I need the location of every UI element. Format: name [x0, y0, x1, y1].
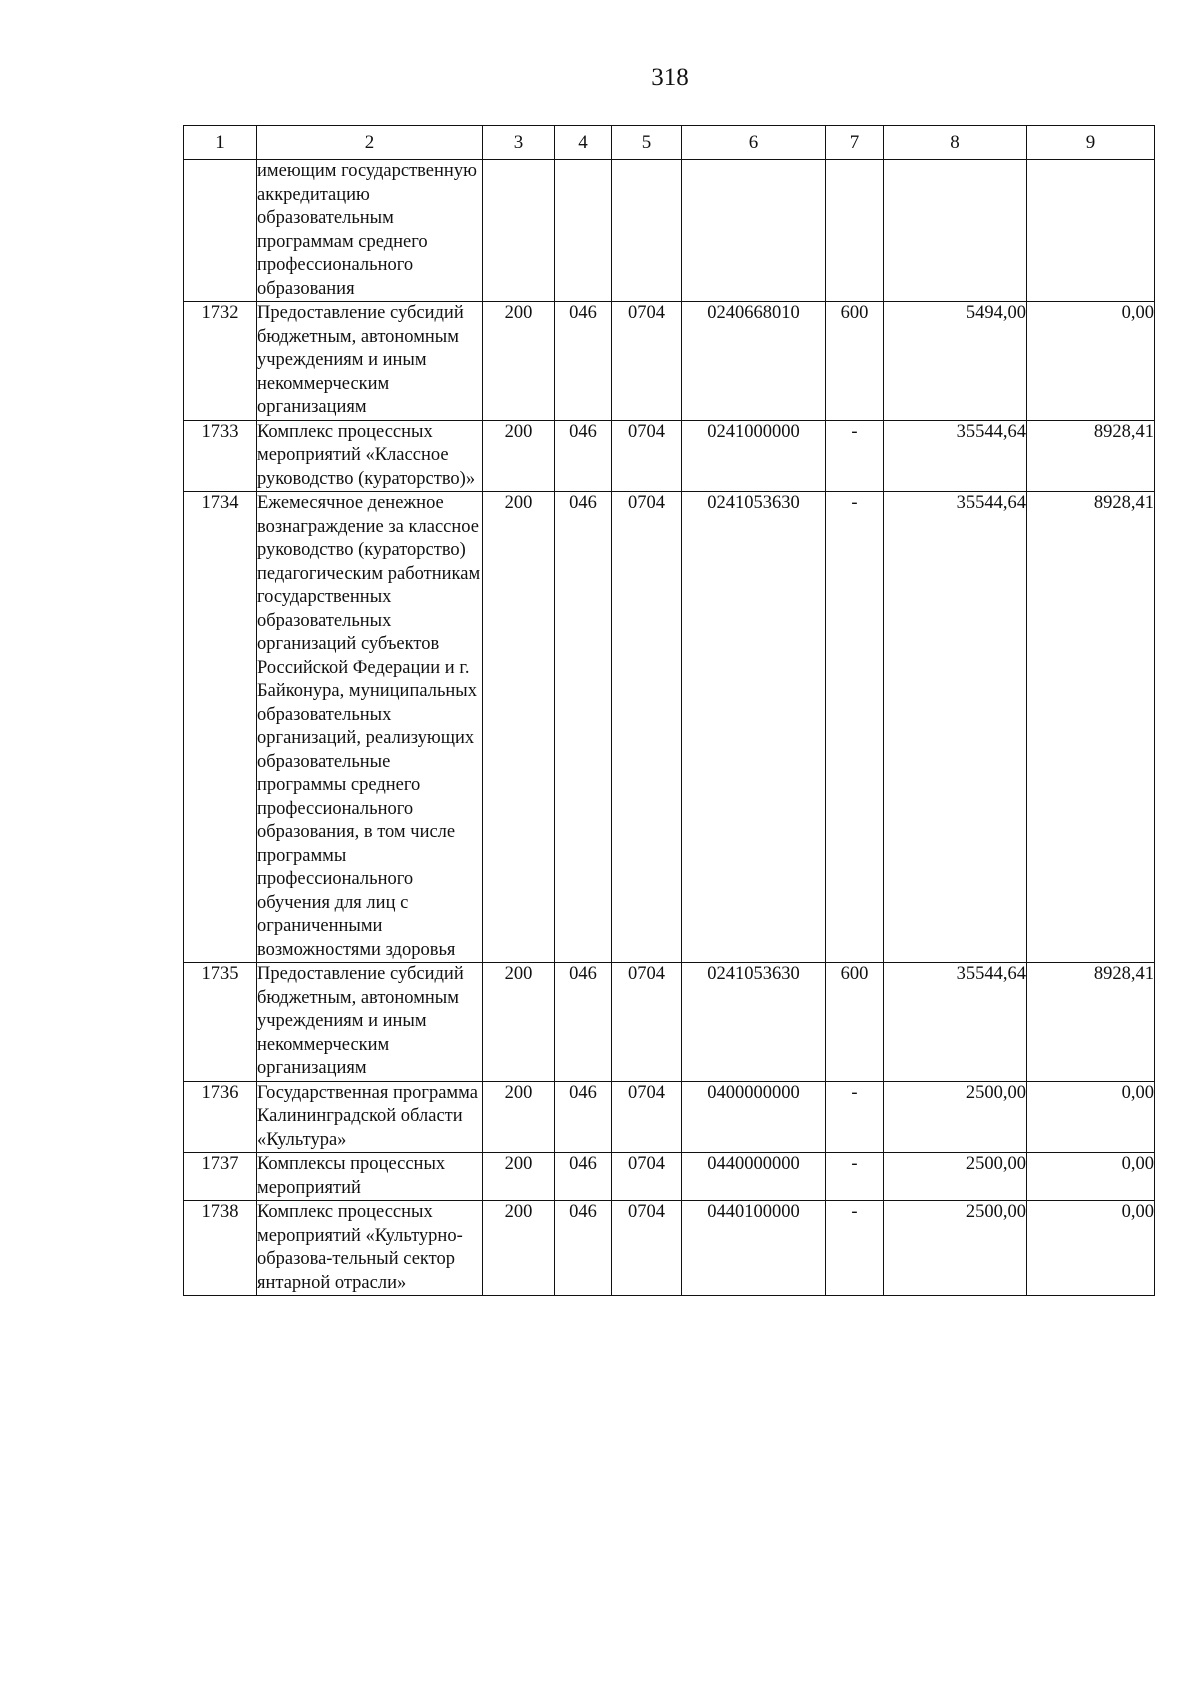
header-col-3: 3 — [483, 126, 555, 160]
cell-col-4: 046 — [555, 963, 612, 1082]
table-row — [184, 1153, 1155, 1201]
cell-col-7: - — [826, 1153, 884, 1201]
cell-col-5: 0704 — [612, 420, 682, 492]
cell-col-6: 0241053630 — [682, 492, 826, 963]
cell-col-5: 0704 — [612, 963, 682, 1082]
header-col-4: 4 — [555, 126, 612, 160]
cell-amount-8: 2500,00 — [884, 1201, 1027, 1296]
row-number: 1737 — [184, 1153, 257, 1201]
row-name: Государственная программа Калининградской области «Культура» — [257, 1081, 483, 1153]
cell-col-4: 046 — [555, 1153, 612, 1201]
cell-amount-9: 0,00 — [1027, 302, 1155, 421]
cell-col-4 — [555, 160, 612, 302]
header-col-1: 1 — [184, 126, 257, 160]
cell-amount-8: 2500,00 — [884, 1153, 1027, 1201]
cell-col-4: 046 — [555, 1081, 612, 1153]
cell-amount-9: 8928,41 — [1027, 963, 1155, 1082]
cell-amount-9: 8928,41 — [1027, 420, 1155, 492]
cell-col-4: 046 — [555, 302, 612, 421]
cell-col-4: 046 — [555, 420, 612, 492]
row-name: Комплексы процессных мероприятий — [257, 1153, 483, 1201]
cell-col-5: 0704 — [612, 1081, 682, 1153]
cell-col-3: 200 — [483, 492, 555, 963]
cell-amount-8: 5494,00 — [884, 302, 1027, 421]
header-col-8: 8 — [884, 126, 1027, 160]
cell-col-6: 0241000000 — [682, 420, 826, 492]
cell-col-6: 0440000000 — [682, 1153, 826, 1201]
header-row — [184, 126, 1155, 160]
table-row — [184, 492, 1155, 963]
cell-col-4: 046 — [555, 1201, 612, 1296]
row-name: Комплекс процессных мероприятий «Культурно-образова-тельный сектор янтарной отрасли» — [257, 1201, 483, 1296]
cell-col-3: 200 — [483, 420, 555, 492]
cell-col-4: 046 — [555, 492, 612, 963]
cell-col-6: 0440100000 — [682, 1201, 826, 1296]
cell-amount-8 — [884, 160, 1027, 302]
header-col-7: 7 — [826, 126, 884, 160]
row-number: 1735 — [184, 963, 257, 1082]
cell-col-6: 0400000000 — [682, 1081, 826, 1153]
cell-col-5: 0704 — [612, 1153, 682, 1201]
cell-col-7: - — [826, 1201, 884, 1296]
row-name: Предоставление субсидий бюджетным, автономным учреждениям и иным некоммерческим организациям — [257, 963, 483, 1082]
cell-amount-9 — [1027, 160, 1155, 302]
row-number: 1738 — [184, 1201, 257, 1296]
row-name: Предоставление субсидий бюджетным, автономным учреждениям и иным некоммерческим организациям — [257, 302, 483, 421]
cell-col-7: - — [826, 420, 884, 492]
cell-col-3: 200 — [483, 1153, 555, 1201]
cell-col-7: 600 — [826, 963, 884, 1082]
row-number: 1734 — [184, 492, 257, 963]
table-row — [184, 1081, 1155, 1153]
cell-col-7: - — [826, 492, 884, 963]
cell-col-5: 0704 — [612, 302, 682, 421]
cell-col-3 — [483, 160, 555, 302]
cell-amount-8: 35544,64 — [884, 963, 1027, 1082]
table-row — [184, 963, 1155, 1082]
cell-col-3: 200 — [483, 963, 555, 1082]
table-row — [184, 420, 1155, 492]
cell-col-6 — [682, 160, 826, 302]
cell-col-5 — [612, 160, 682, 302]
row-name: имеющим государственную аккредитацию образовательным программам среднего профессионального образования — [257, 160, 483, 302]
row-name: Ежемесячное денежное вознаграждение за классное руководство (кураторство) педагогическим работникам государственных образовательных организаций субъектов Российской Федерации и г. Байконура, муниципальных образовательных организаций, реализующих образовательные программы среднего профессионального образования, в том числе программы профессионального обучения для лиц с ограниченными возможностями здоровья — [257, 492, 483, 963]
cell-amount-9: 0,00 — [1027, 1153, 1155, 1201]
cell-amount-9: 0,00 — [1027, 1201, 1155, 1296]
cell-col-7: - — [826, 1081, 884, 1153]
cell-amount-8: 2500,00 — [884, 1081, 1027, 1153]
cell-col-3: 200 — [483, 1081, 555, 1153]
row-number: 1732 — [184, 302, 257, 421]
cell-col-7: 600 — [826, 302, 884, 421]
table-row — [184, 1201, 1155, 1296]
row-name: Комплекс процессных мероприятий «Классное руководство (кураторство)» — [257, 420, 483, 492]
header-col-9: 9 — [1027, 126, 1155, 160]
cell-amount-9: 8928,41 — [1027, 492, 1155, 963]
cell-col-7 — [826, 160, 884, 302]
header-col-5: 5 — [612, 126, 682, 160]
page-number: 318 — [651, 64, 689, 91]
cell-amount-8: 35544,64 — [884, 492, 1027, 963]
cell-col-5: 0704 — [612, 1201, 682, 1296]
budget-table — [183, 125, 1155, 1296]
table-row — [184, 302, 1155, 421]
header-col-2: 2 — [257, 126, 483, 160]
cell-amount-9: 0,00 — [1027, 1081, 1155, 1153]
cell-amount-8: 35544,64 — [884, 420, 1027, 492]
cell-col-3: 200 — [483, 1201, 555, 1296]
row-number: 1736 — [184, 1081, 257, 1153]
cell-col-3: 200 — [483, 302, 555, 421]
header-col-6: 6 — [682, 126, 826, 160]
cell-col-6: 0241053630 — [682, 963, 826, 1082]
cell-col-5: 0704 — [612, 492, 682, 963]
cell-col-6: 0240668010 — [682, 302, 826, 421]
row-number — [184, 160, 257, 302]
table-row — [184, 160, 1155, 302]
row-number: 1733 — [184, 420, 257, 492]
